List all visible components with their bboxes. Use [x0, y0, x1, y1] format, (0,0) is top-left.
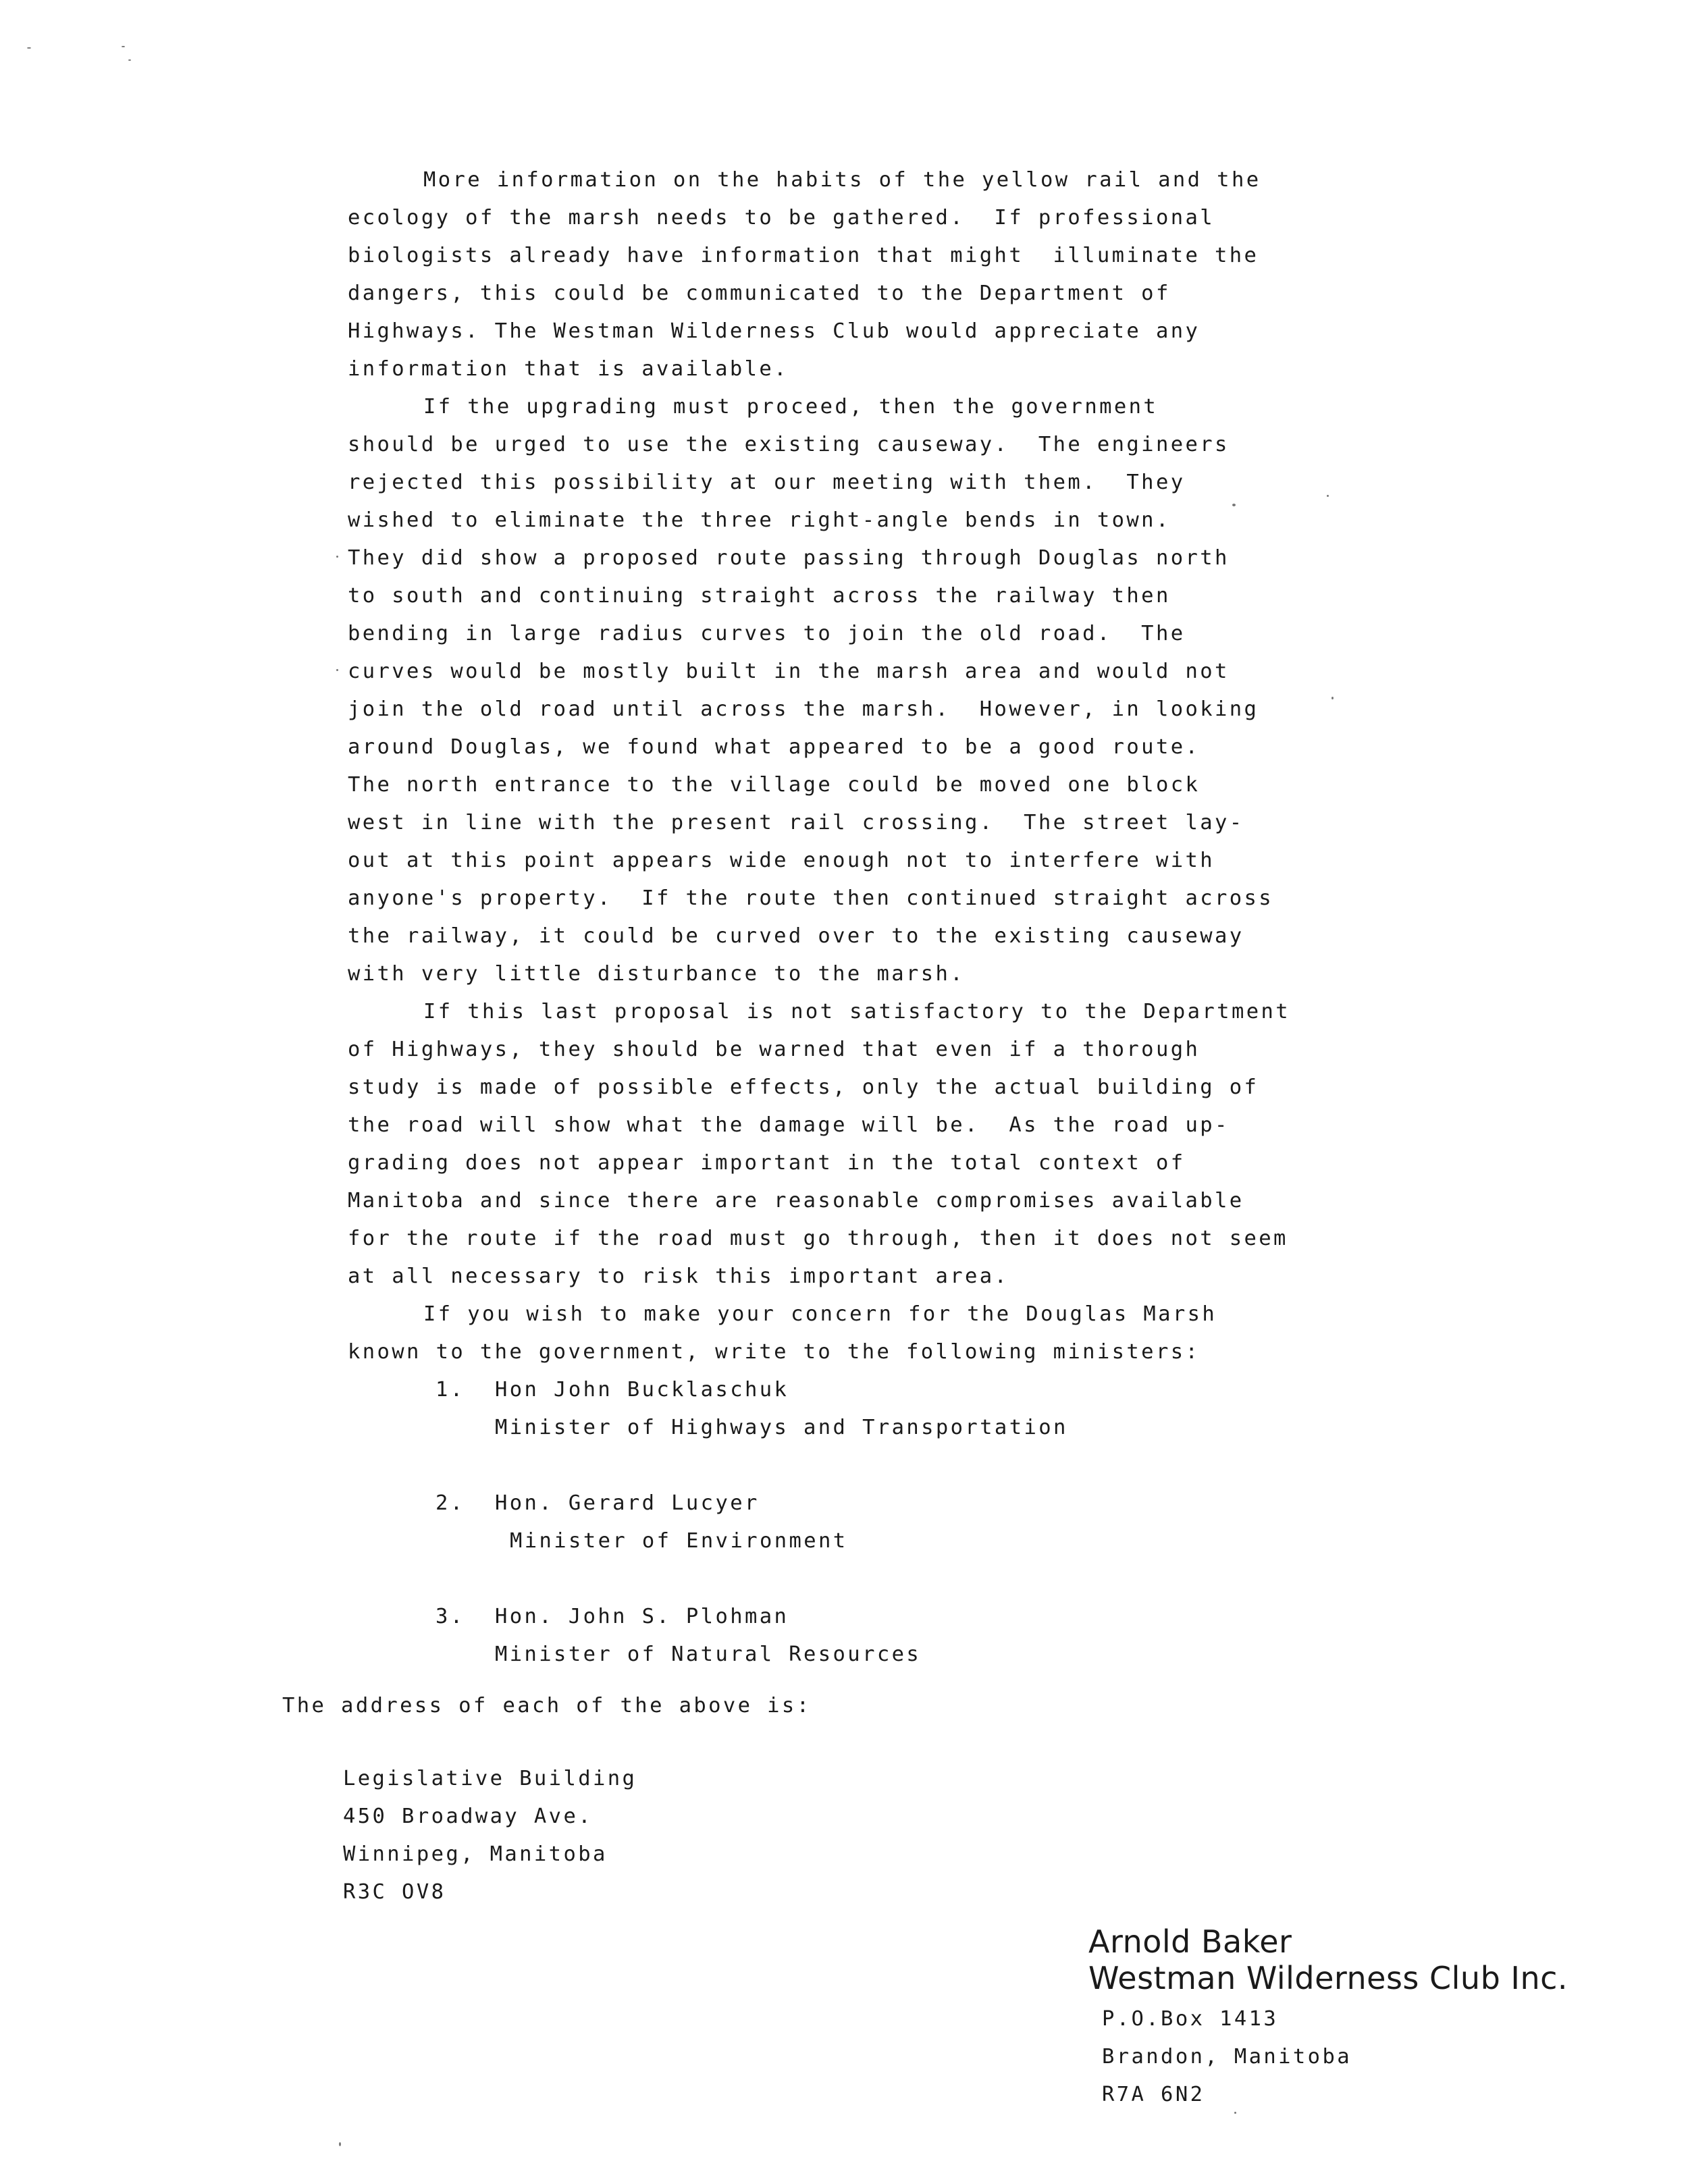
scan-speck — [128, 59, 131, 61]
text-line: Highways. The Westman Wilderness Club would appreciate any — [348, 319, 1201, 343]
signer-address-line: Brandon, Manitoba — [1102, 2045, 1352, 2069]
signer-address-line: R7A 6N2 — [1102, 2083, 1205, 2106]
minister-title: Minister of Environment — [510, 1529, 848, 1553]
text-line: They did show a proposed route passing through Douglas north — [348, 546, 1230, 570]
text-line: should be urged to use the existing causeway. The engineers — [348, 433, 1230, 456]
text-line: at all necessary to risk this important area. — [348, 1264, 1009, 1288]
text-line: More information on the habits of the yellow rail and the — [423, 168, 1261, 192]
text-line: join the old road until across the marsh. However, in looking — [348, 697, 1259, 721]
text-line: If you wish to make your concern for the Douglas Marsh — [423, 1302, 1217, 1326]
text-line: grading does not appear important in the total context of — [348, 1151, 1186, 1175]
address-line: Winnipeg, Manitoba — [343, 1842, 608, 1866]
minister-name: Hon. Gerard Lucyer — [495, 1491, 760, 1515]
text-line: curves would be mostly built in the marsh area and would not — [348, 660, 1230, 683]
scan-speck — [336, 556, 338, 558]
text-line: If the upgrading must proceed, then the government — [423, 395, 1159, 419]
text-line: information that is available. — [348, 357, 789, 381]
text-line: west in line with the present rail crossing. The street lay- — [348, 811, 1244, 834]
text-line: study is made of possible effects, only the actual building of — [348, 1075, 1259, 1099]
text-line: the railway, it could be curved over to the existing causeway — [348, 924, 1244, 948]
text-line: ecology of the marsh needs to be gathered. If professional — [348, 206, 1215, 230]
text-line: biologists already have information that might illuminate the — [348, 244, 1259, 267]
scan-speck — [1234, 2112, 1236, 2114]
scan-speck — [339, 2142, 341, 2146]
scan-speck — [1327, 495, 1329, 497]
minister-title: Minister of Natural Resources — [495, 1643, 922, 1666]
signer-address-line: P.O.Box 1413 — [1102, 2007, 1279, 2031]
text-line: the road will show what the damage will be. As the road up- — [348, 1113, 1230, 1137]
scan-speck — [122, 46, 125, 47]
scan-speck — [1232, 504, 1236, 506]
text-line: The north entrance to the village could be moved one block — [348, 773, 1201, 797]
minister-title: Minister of Highways and Transportation — [495, 1416, 1068, 1439]
minister-name: Hon. John S. Plohman — [495, 1605, 789, 1628]
address-intro: The address of each of the above is: — [282, 1694, 812, 1717]
minister-name: Hon John Bucklaschuk — [495, 1378, 789, 1402]
scan-speck — [27, 47, 31, 49]
address-line: 450 Broadway Ave. — [343, 1805, 593, 1828]
text-line: around Douglas, we found what appeared to be a good route. — [348, 735, 1201, 759]
text-line: with very little disturbance to the marsh. — [348, 962, 966, 986]
text-line: to south and continuing straight across the railway then — [348, 584, 1171, 608]
scan-speck — [1331, 697, 1334, 699]
text-line: for the route if the road must go through, then it does not seem — [348, 1227, 1288, 1250]
text-line: out at this point appears wide enough not to interfere with — [348, 849, 1215, 872]
text-line: rejected this possibility at our meeting with them. They — [348, 471, 1186, 494]
text-line: bending in large radius curves to join the old road. The — [348, 622, 1186, 645]
text-line: of Highways, they should be warned that even if a thorough — [348, 1038, 1201, 1061]
signer-name: Arnold Baker — [1088, 1923, 1292, 1960]
address-line: R3C OV8 — [343, 1880, 446, 1904]
list-item-number: 2. — [436, 1491, 465, 1515]
signer-organization: Westman Wilderness Club Inc. — [1088, 1960, 1568, 1996]
scan-speck — [336, 669, 338, 671]
text-line: known to the government, write to the following ministers: — [348, 1340, 1201, 1364]
text-line: If this last proposal is not satisfactory to the Department — [423, 1000, 1290, 1023]
list-item-number: 3. — [436, 1605, 465, 1628]
address-line: Legislative Building — [343, 1767, 637, 1790]
text-line: wished to eliminate the three right-angle bends in town. — [348, 508, 1171, 532]
list-item-number: 1. — [436, 1378, 465, 1402]
text-line: anyone's property. If the route then continued straight across — [348, 886, 1274, 910]
text-line: dangers, this could be communicated to the Department of — [348, 282, 1171, 305]
text-line: Manitoba and since there are reasonable compromises available — [348, 1189, 1244, 1213]
